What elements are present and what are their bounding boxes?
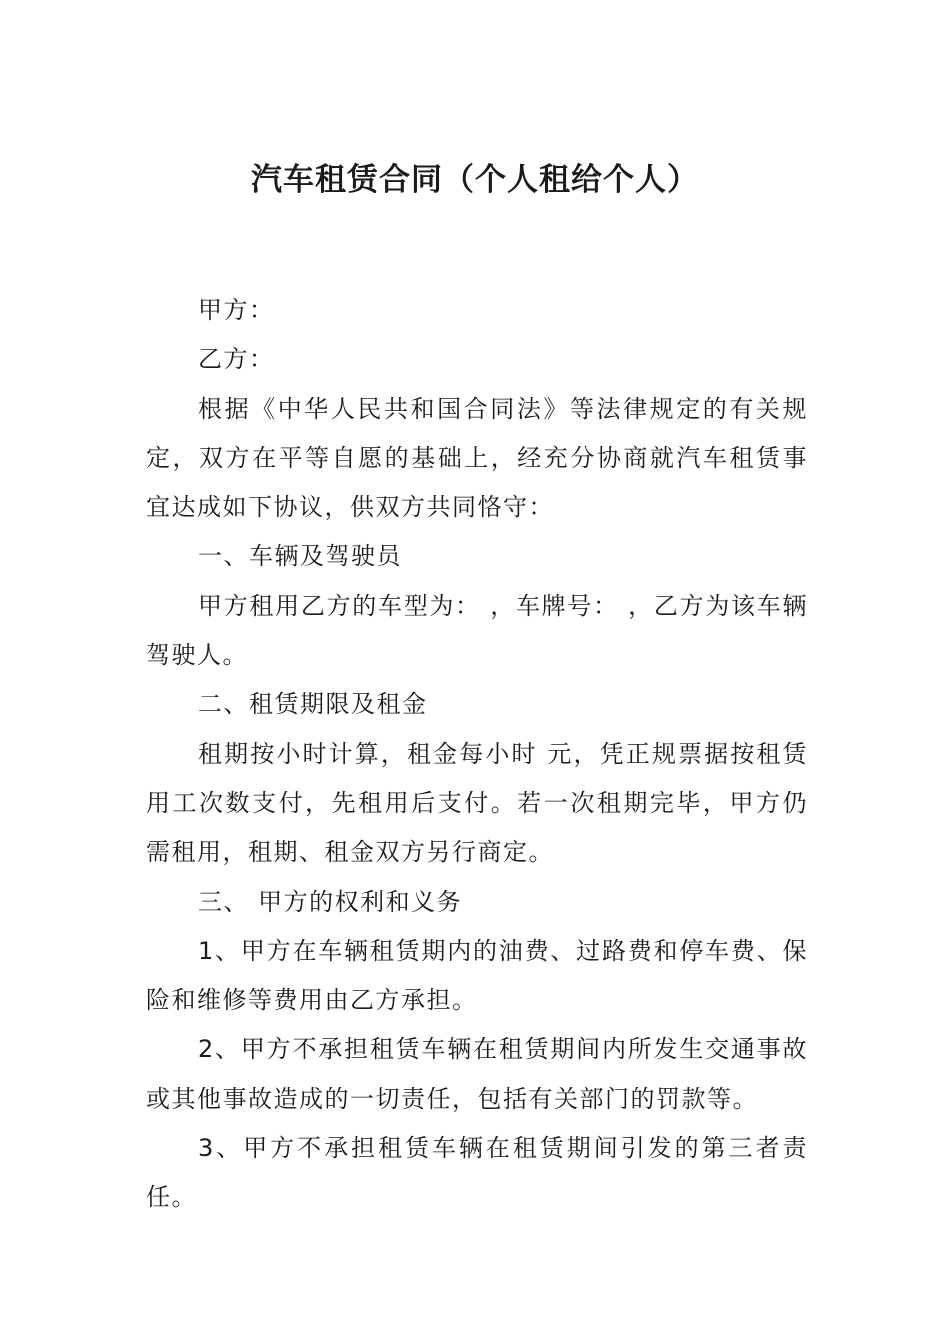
section-1-body: 甲方租用乙方的车型为： ，车牌号： ，乙方为该车辆驾驶人。 [146, 591, 808, 670]
document-title: 汽车租赁合同（个人租给个人） [251, 162, 699, 198]
clause-3-1: 1、甲方在车辆租赁期内的油费、过路费和停车费、保险和维修等费用由乙方承担。 [146, 936, 808, 1015]
preamble-paragraph: 根据《中华人民共和国合同法》等法律规定的有关规定，双方在平等自愿的基础上，经充分协商就汽车租赁事宜达成如下协议，供双方共同恪守： [146, 394, 808, 522]
party-a-line: 甲方： [198, 296, 275, 324]
section-3-heading: 三、 甲方的权利和义务 [198, 887, 463, 916]
clause-3-3: 3、甲方不承担租赁车辆在租赁期间引发的第三者责任。 [146, 1134, 808, 1212]
section-2-heading: 二、租赁期限及租金 [198, 690, 428, 719]
document-body [146, 286, 808, 1223]
section-1-heading: 一、车辆及驾驶员 [198, 542, 402, 571]
party-b-line: 乙方： [198, 345, 275, 374]
clause-3-2: 2、甲方不承担租赁车辆在租赁期间内所发生交通事故或其他事故造成的一切责任，包括有关部门的罚款等。 [146, 1035, 808, 1113]
section-2-body: 租期按小时计算，租金每小时 元，凭正规票据按租赁用工次数支付，先租用后支付。若一次租期完毕，甲方仍需租用，租期、租金双方另行商定。 [146, 739, 808, 867]
